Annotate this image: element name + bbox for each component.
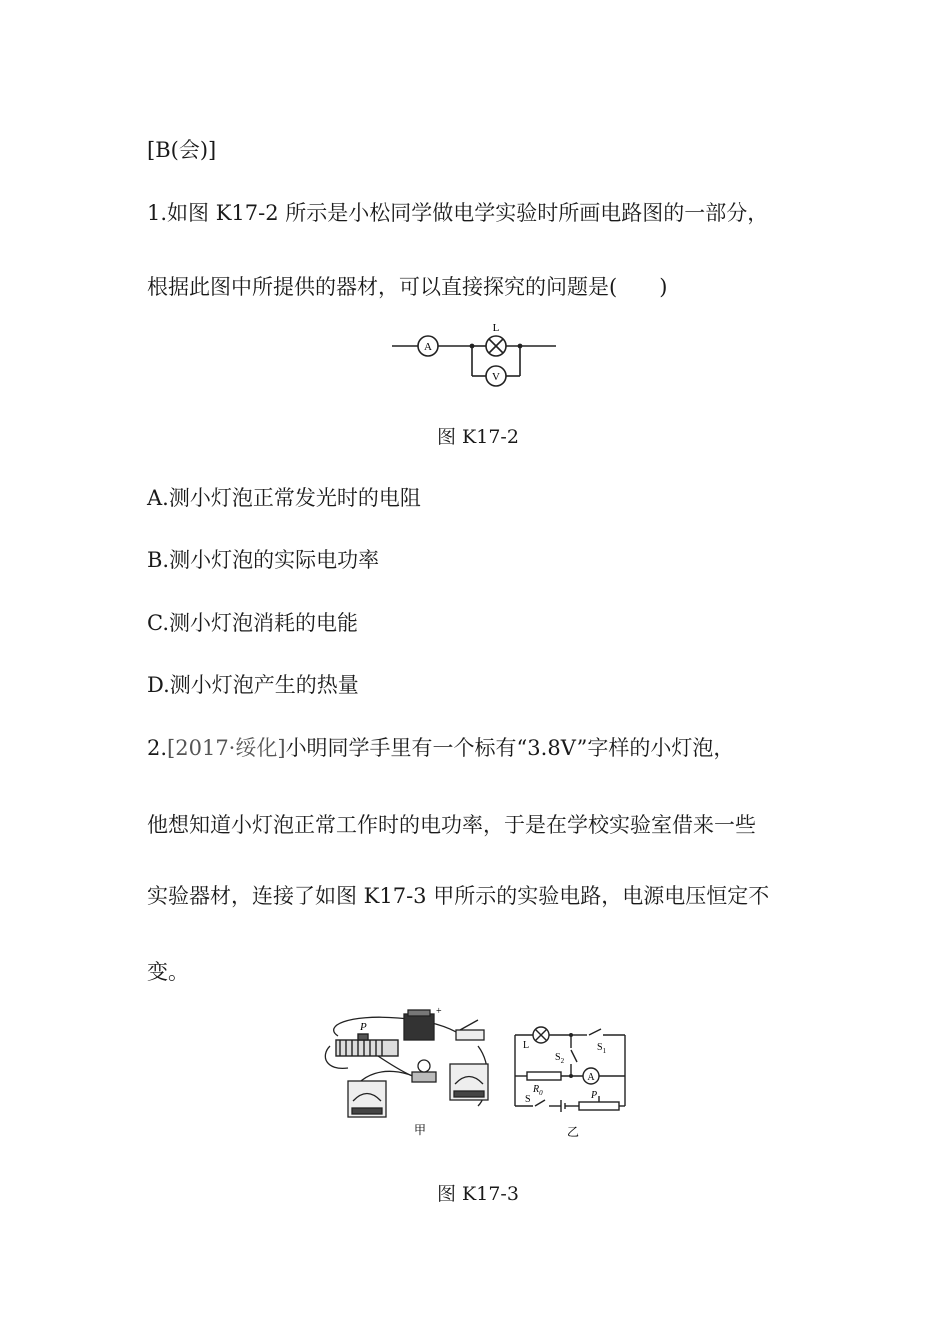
rheostat <box>336 1034 398 1056</box>
bulb-holder <box>412 1060 436 1082</box>
figure-k17-2-circuit <box>390 318 570 388</box>
q2-line-1 <box>147 738 734 759</box>
s2-label: $S_2$ <box>555 1052 565 1065</box>
q2-source-tag: [2017·绥化] <box>167 736 286 760</box>
voltmeter-device <box>348 1081 386 1117</box>
ammeter-a-label: A <box>587 1072 595 1083</box>
figure-k17-3-circuit <box>505 1020 635 1150</box>
s1-label: $S_1$ <box>597 1042 607 1055</box>
q1-line-1: 1.如图 K17-2 所示是小松同学做电学实验时所画电路图的一部分， <box>147 201 769 225</box>
ammeter-label: A <box>424 341 432 353</box>
switch-component <box>456 1020 484 1040</box>
q2-line-3: 实验器材，连接了如图 K17-3 甲所示的实验电路，电源电压恒定不 <box>147 884 770 908</box>
r0-label: $R_0$ <box>533 1084 543 1097</box>
figure-k17-3-caption: 图 K17-3 <box>437 1183 519 1205</box>
q1-option-c: C.测小灯泡消耗的电能 <box>147 611 358 635</box>
q2-line-2: 他想知道小灯泡正常工作时的电功率，于是在学校实验室借来一些 <box>147 813 756 837</box>
q1-line-2: 根据此图中所提供的器材，可以直接探究的问题是( ) <box>147 275 668 299</box>
q2-number: 2. <box>147 736 168 760</box>
figure-k17-2-caption: 图 K17-2 <box>437 426 519 448</box>
lamp-label: L <box>492 322 500 334</box>
q2-line-1-text: 小明同学手里有一个标有“3.8V”字样的小灯泡， <box>285 736 735 760</box>
slider-p-label: P <box>360 1021 367 1033</box>
q1-option-a: A.测小灯泡正常发光时的电阻 <box>147 486 421 510</box>
ammeter-device <box>450 1064 488 1100</box>
voltmeter-label: V <box>492 371 500 383</box>
plus-label: + <box>436 1006 442 1017</box>
battery-box <box>404 1010 434 1040</box>
lamp-l-label: L <box>523 1040 530 1051</box>
section-label: [B(会)] <box>147 138 217 162</box>
q1-option-d: D.测小灯泡产生的热量 <box>147 673 359 697</box>
q2-line-4: 变。 <box>147 960 189 984</box>
q1-option-b: B.测小灯泡的实际电功率 <box>147 548 380 572</box>
resistor-r0 <box>527 1072 561 1080</box>
sub-figure-left-label: 甲 <box>414 1123 427 1136</box>
switch-s-label: S <box>525 1094 531 1105</box>
figure-k17-3-apparatus <box>318 1006 498 1136</box>
sub-figure-right-label: 乙 <box>567 1125 580 1139</box>
rheostat-p <box>579 1102 619 1110</box>
rheostat-p-label: P <box>591 1090 598 1101</box>
